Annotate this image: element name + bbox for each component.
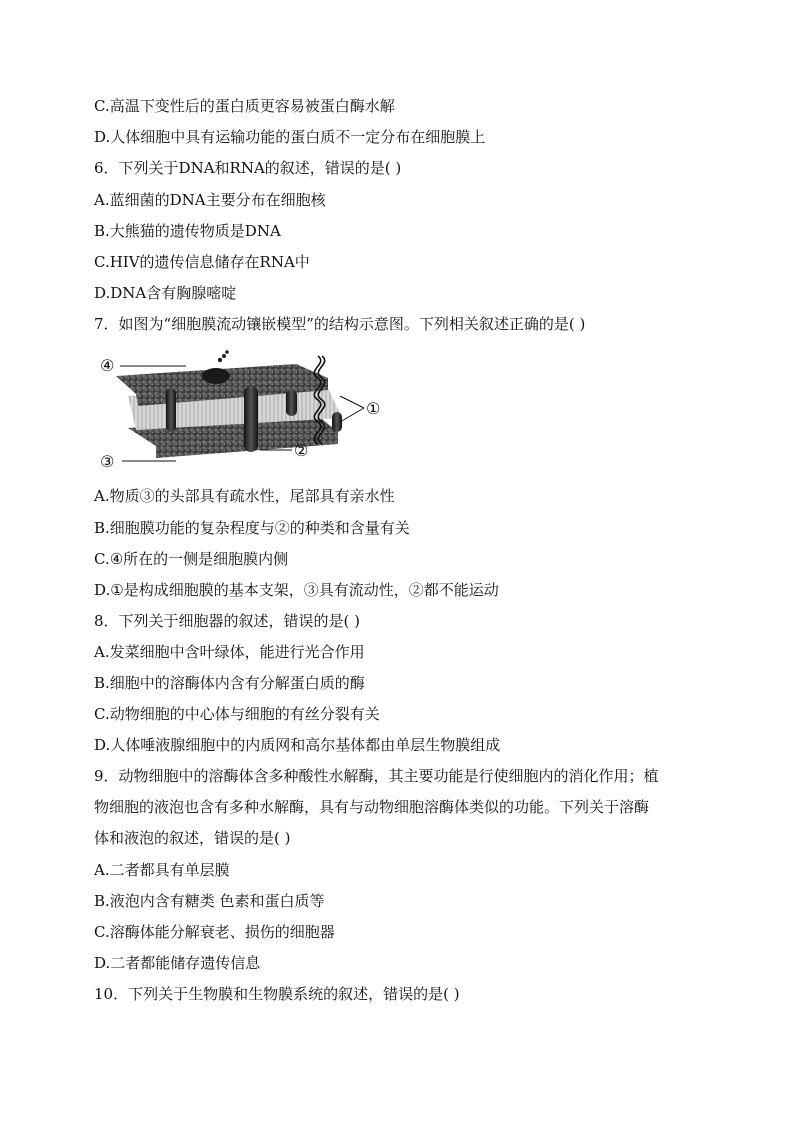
q5-option-d: D.人体细胞中具有运输功能的蛋白质不一定分布在细胞膜上: [94, 128, 486, 146]
q9-option-d: D.二者都能储存遗传信息: [94, 954, 261, 972]
q8-stem: 8．下列关于细胞器的叙述，错误的是( ): [94, 612, 361, 630]
q6-option-d: D.DNA含有胸腺嘧啶: [94, 284, 237, 302]
q5-option-c: C.高温下变性后的蛋白质更容易被蛋白酶水解: [94, 97, 395, 115]
q8-option-c: C.动物细胞的中心体与细胞的有丝分裂有关: [94, 705, 380, 723]
q8-option-a: A.发菜细胞中含叶绿体，能进行光合作用: [94, 643, 365, 661]
label-4: ④: [100, 356, 115, 375]
q7-option-c: C.④所在的一侧是细胞膜内侧: [94, 550, 289, 568]
q10-stem: 10．下列关于生物膜和生物膜系统的叙述，错误的是( ): [94, 985, 460, 1003]
q7-option-a: A.物质③的头部具有疏水性，尾部具有亲水性: [94, 487, 395, 505]
q8-option-b: B.细胞中的溶酶体内含有分解蛋白质的酶: [94, 674, 365, 692]
q6-option-a: A.蓝细菌的DNA主要分布在细胞核: [94, 191, 326, 209]
label-2: ②: [294, 441, 309, 460]
q9-option-b: B.液泡内含有糖类 色素和蛋白质等: [94, 892, 325, 910]
q6-option-c: C.HIV的遗传信息储存在RNA中: [94, 253, 310, 271]
q9-stem-line-1: 9．动物细胞中的溶酶体含多种酸性水解酶，其主要功能是行使细胞内的消化作用；植: [94, 767, 659, 785]
q9-stem-line-3: 体和液泡的叙述，错误的是( ): [94, 829, 291, 847]
protein-left: [166, 388, 176, 432]
q7-stem: 7．如图为“细胞膜流动镶嵌模型”的结构示意图。下列相关叙述正确的是( ): [94, 315, 586, 333]
q7-option-d: D.①是构成细胞膜的基本支架，③具有流动性，②都不能运动: [94, 581, 499, 599]
q9-option-c: C.溶酶体能分解衰老、损伤的细胞器: [94, 923, 335, 941]
q8-option-d: D.人体唾液腺细胞中的内质网和高尔基体都由单层生物膜组成: [94, 736, 501, 754]
q9-stem-line-2: 物细胞的液泡也含有多种水解酶，具有与动物细胞溶酶体类似的功能。下列关于溶酶: [94, 798, 650, 816]
membrane-model-figure: [96, 346, 406, 476]
q6-option-b: B.大熊猫的遗传物质是DNA: [94, 222, 281, 240]
glycoprotein: [202, 368, 230, 384]
protein-middle: [244, 386, 258, 452]
label-3: ③: [100, 452, 115, 471]
label-1: ①: [366, 399, 381, 418]
protein-right: [286, 390, 297, 416]
q9-option-a: A.二者都具有单层膜: [94, 861, 230, 879]
q7-option-b: B.细胞膜功能的复杂程度与②的种类和含量有关: [94, 519, 410, 537]
q6-stem: 6．下列关于DNA和RNA的叙述，错误的是( ): [94, 159, 402, 177]
